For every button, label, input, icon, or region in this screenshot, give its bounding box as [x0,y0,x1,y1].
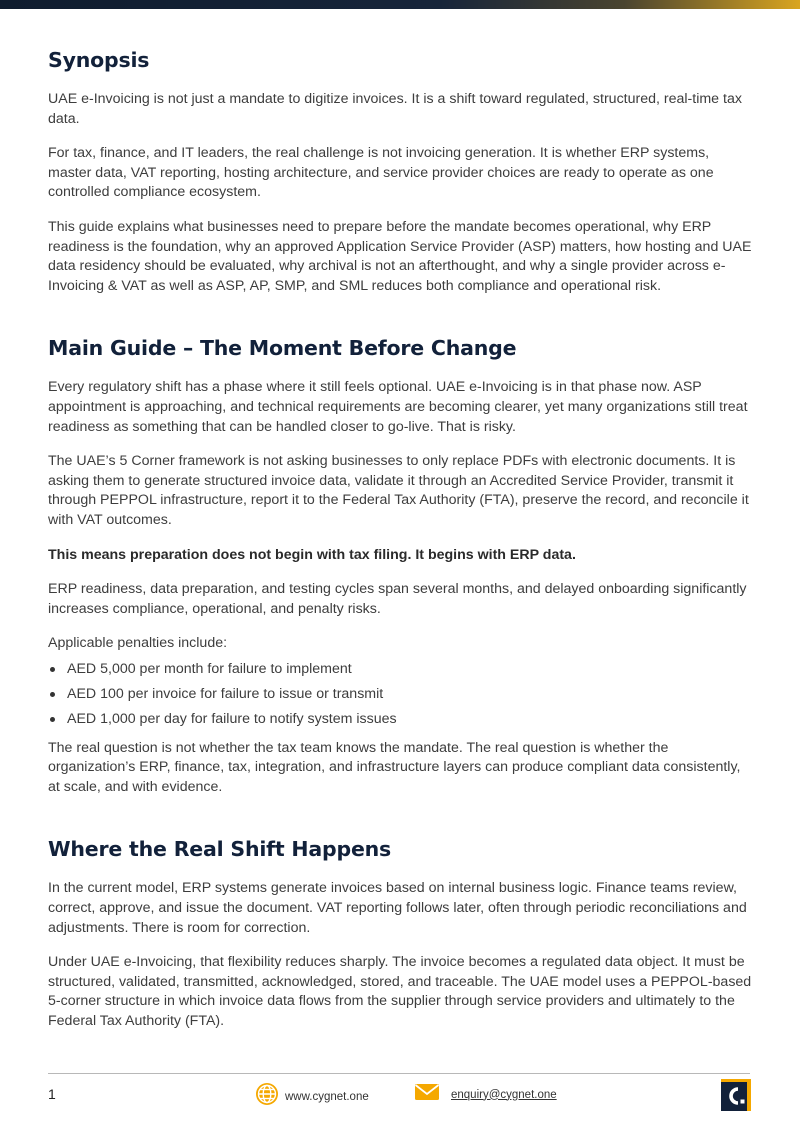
website-link[interactable]: www.cygnet.one [285,1090,369,1103]
shift-paragraph: In the current model, ERP systems generate invoices based on internal business logic. Finance teams review, correct, approve, and issue the document. VAT reporting follows later, often through periodic reconciliations and adjustments. There is room for correction. [48,880,747,936]
penalty-text: AED 1,000 per day for failure to notify system issues [67,711,397,728]
footer-divider [48,1073,750,1074]
emphasis-statement: This means preparation does not begin with tax filing. It begins with ERP data. [48,546,576,563]
page-number: 1 [48,1086,56,1102]
bullet-icon [50,667,55,672]
globe-icon [255,1082,279,1111]
shift-paragraph: Under UAE e-Invoicing, that flexibility reduces sharply. The invoice becomes a regulated data object. It must be structured, validated, transmitted, acknowledged, stored, and traceable. The UAE model uses a PEPPOL-based 5-corner structure in which invoice data flows from the supplier through service providers and ultimately to the Federal Tax Authority (FTA). [48,954,752,1029]
email-link[interactable]: enquiry@cygnet.one [451,1088,557,1101]
list-item [48,710,753,730]
penalty-text: AED 100 per invoice for failure to issue or transmit [67,685,384,702]
main-guide-paragraph: ERP readiness, data preparation, and testing cycles span several months, and delayed onboarding significantly increases compliance, operational, and penalty risks. [48,581,747,617]
main-guide-heading: Main Guide – The Moment Before Change [48,336,517,361]
main-guide-paragraph: Every regulatory shift has a phase where it still feels optional. UAE e-Invoicing is in that phase now. ASP appointment is approaching, and technical requirements are becoming clearer, yet many organizations still treat readiness as something that can be handled closer to go-live. That is risky. [48,379,748,435]
cygnet-logo [721,1079,751,1111]
main-guide-paragraph: The UAE’s 5 Corner framework is not asking businesses to only replace PDFs with electronic documents. It is asking them to generate structured invoice data, validate it through an Accredited Service Provider, transmit it through PEPPOL infrastructure, report it to the Federal Tax Authority (FTA), preserve the record, and reconcile it with VAT outcomes. [48,453,749,528]
bullet-icon [50,692,55,697]
footer-email[interactable] [414,1082,557,1107]
penalties-intro: Applicable penalties include: [48,635,228,652]
shift-heading: Where the Real Shift Happens [48,837,392,862]
penalty-text: AED 5,000 per month for failure to implement [67,660,352,677]
envelope-icon [414,1082,440,1107]
bullet-icon [50,717,55,722]
synopsis-paragraph: This guide explains what businesses need to prepare before the mandate becomes operational, why ERP readiness is the foundation, why an approved Application Service Provider (ASP) matters, how hosting and UAE data residency should be evaluated, why archival is not an afterthought, and why a single provider across e-Invoicing & VAT as well as ASP, AP, SMP, and SML reduces both compliance and operational risk. [48,218,752,294]
list-item [48,685,753,705]
footer-website[interactable] [255,1082,369,1111]
document-body [48,48,753,1032]
penalties-list [48,660,753,730]
main-guide-paragraph: The real question is not whether the tax team knows the mandate. The real question is whether the organization’s ERP, finance, tax, integration, and infrastructure layers can produce compliant data consistently, at scale, and with evidence. [48,739,741,795]
top-accent-bar [0,0,800,9]
list-item [48,660,753,680]
synopsis-paragraph: UAE e-Invoicing is not just a mandate to digitize invoices. It is a shift toward regulated, structured, real-time tax data. [48,91,742,127]
synopsis-heading: Synopsis [48,48,150,72]
synopsis-paragraph: For tax, finance, and IT leaders, the real challenge is not invoicing generation. It is whether ERP systems, master data, VAT reporting, hosting architecture, and service provider choices are ready to operate as one controlled compliance ecosystem. [48,145,714,201]
